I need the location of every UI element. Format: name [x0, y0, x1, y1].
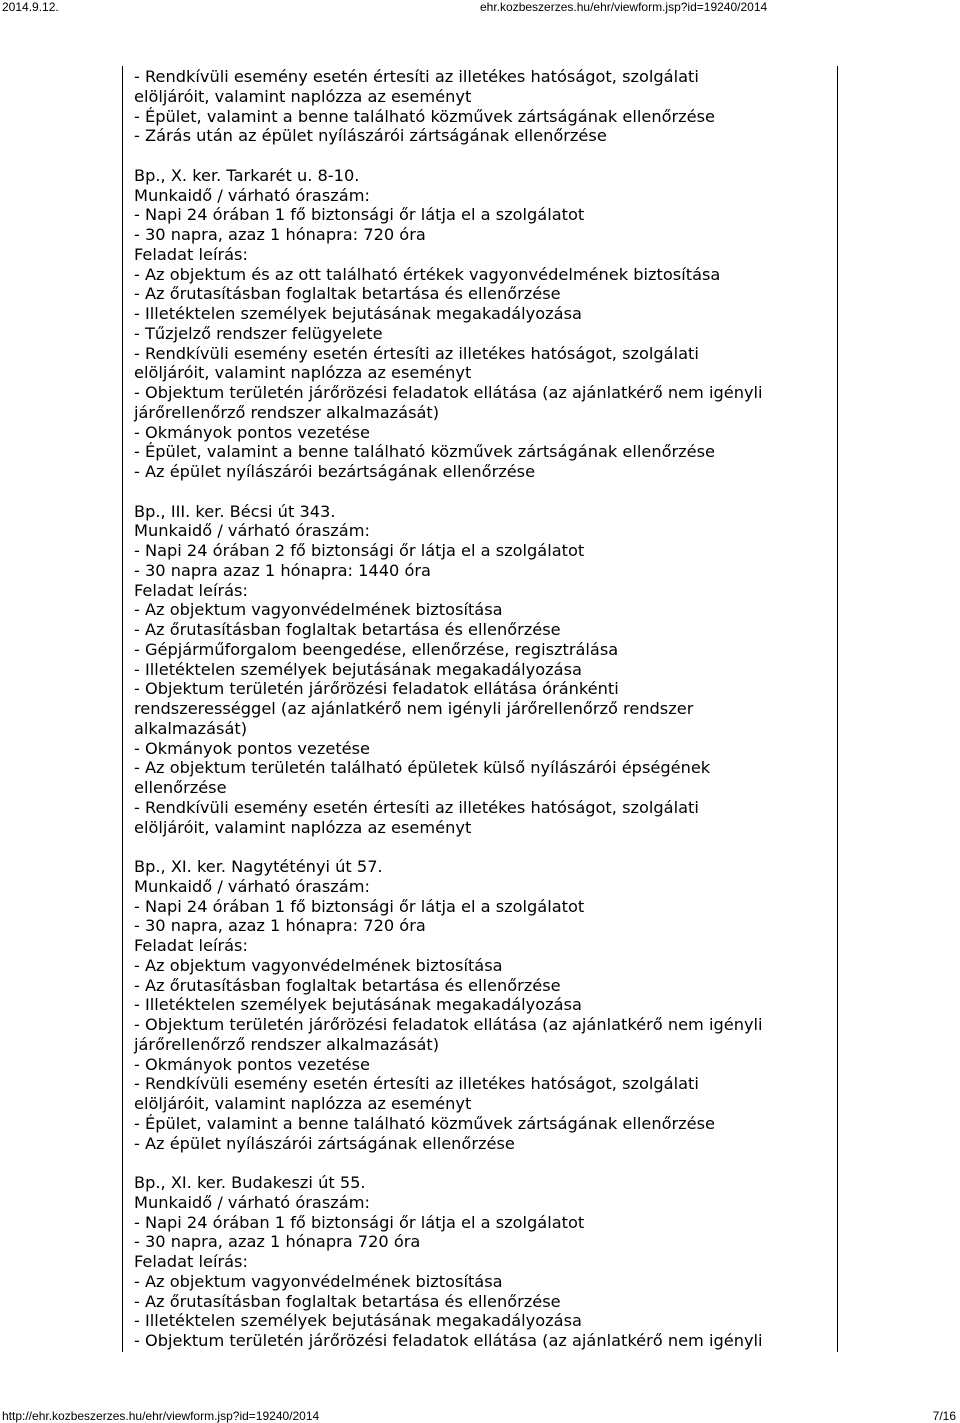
document-body — [134, 67, 834, 1351]
text-line: - Objektum területén járőrözési feladatok ellátása óránkénti — [134, 679, 619, 699]
text-line: - Az őrutasításban foglaltak betartása és ellenőrzése — [134, 975, 561, 995]
text-line: - Épület, valamint a benne található közművek zártságának ellenőrzése — [134, 442, 715, 462]
text-line: - Az objektum vagyonvédelmének biztosítása — [134, 600, 503, 620]
text-line: - Rendkívüli esemény esetén értesíti az illetékes hatóságot, szolgálati — [134, 67, 699, 86]
text-line: - Az objektum vagyonvédelmének biztosítása — [134, 1271, 503, 1291]
text-line: - Rendkívüli esemény esetén értesíti az illetékes hatóságot, szolgálati — [134, 797, 699, 817]
text-line: - Gépjárműforgalom beengedése, ellenőrzése, regisztrálása — [134, 639, 619, 659]
text-line: - Napi 24 órában 1 fő biztonsági őr látja el a szolgálatot — [134, 896, 585, 916]
text-line: - Illetéktelen személyek bejutásának megakadályozása — [134, 1311, 582, 1331]
print-header-url: ehr.kozbeszerzes.hu/ehr/viewform.jsp?id=19240/2014 — [480, 0, 768, 14]
text-line: Munkaidő / várható óraszám: — [134, 1192, 370, 1212]
text-line: elöljáróit, valamint naplózza az eseményt — [134, 1094, 472, 1113]
text-line: - Az objektum vagyonvédelmének biztosítása — [134, 955, 503, 975]
text-line: - Napi 24 órában 1 fő biztonsági őr látja el a szolgálatot — [134, 1212, 585, 1232]
text-line: - 30 napra azaz 1 hónapra: 1440 óra — [134, 560, 431, 580]
text-line: elöljáróit, valamint naplózza az eseményt — [134, 817, 472, 837]
text-line: - Objektum területén járőrözési feladatok ellátása (az ajánlatkérő nem igényli — [134, 1331, 763, 1350]
text-line: - Az épület nyílászárói bezártságának ellenőrzése — [134, 462, 536, 481]
text-line: ellenőrzése — [134, 778, 227, 797]
text-line: - 30 napra, azaz 1 hónapra 720 óra — [134, 1232, 421, 1252]
text-line: Feladat leírás: — [134, 580, 248, 600]
text-line: - 30 napra, azaz 1 hónapra: 720 óra — [134, 916, 426, 936]
text-line: - Tűzjelző rendszer felügyelete — [134, 323, 383, 343]
text-line: Munkaidő / várható óraszám: — [134, 521, 370, 541]
text-line: Munkaidő / várható óraszám: — [134, 185, 370, 205]
text-line: - Illetéktelen személyek bejutásának megakadályozása — [134, 659, 582, 679]
text-line: - Napi 24 órában 2 fő biztonsági őr látja el a szolgálatot — [134, 541, 585, 560]
text-line: - Az objektum és az ott található értékek vagyonvédelmének biztosítása — [134, 264, 721, 284]
print-footer — [0, 1407, 960, 1423]
text-line: - Objektum területén járőrözési feladatok ellátása (az ajánlatkérő nem igényli — [134, 1015, 763, 1034]
text-line: Feladat leírás: — [134, 936, 248, 955]
text-line: - Zárás után az épület nyílászárói zártságának ellenőrzése — [134, 126, 607, 146]
text-line: Bp., III. ker. Bécsi út 343. — [134, 501, 336, 521]
paragraph-gap — [134, 482, 834, 502]
paragraph-gap — [134, 1153, 834, 1173]
text-line: - Rendkívüli esemény esetén értesíti az illetékes hatóságot, szolgálati — [134, 343, 699, 363]
text-line: - Objektum területén járőrözési feladatok ellátása (az ajánlatkérő nem igényli — [134, 383, 763, 402]
print-header — [0, 0, 960, 16]
text-line: járőrellenőrző rendszer alkalmazását) — [134, 1034, 440, 1054]
text-line: - 30 napra, azaz 1 hónapra: 720 óra — [134, 225, 426, 244]
text-line: Munkaidő / várható óraszám: — [134, 876, 370, 896]
text-line: - Napi 24 órában 1 fő biztonsági őr látja el a szolgálatot — [134, 205, 585, 225]
print-footer-url: http://ehr.kozbeszerzes.hu/ehr/viewform.jsp?id=19240/2014 — [2, 1409, 320, 1423]
print-date: 2014.9.12. — [2, 0, 59, 14]
text-line: - Illetéktelen személyek bejutásának megakadályozása — [134, 995, 582, 1015]
text-line: - Épület, valamint a benne található közművek zártságának ellenőrzése — [134, 106, 715, 126]
text-line: - Az őrutasításban foglaltak betartása és ellenőrzése — [134, 1291, 561, 1311]
text-line: - Illetéktelen személyek bejutásának megakadályozása — [134, 304, 582, 323]
text-line: - Az őrutasításban foglaltak betartása és ellenőrzése — [134, 284, 561, 304]
text-line: - Az objektum területén található épületek külső nyílászárói épségének — [134, 758, 711, 778]
text-line: Bp., X. ker. Tarkarét u. 8-10. — [134, 165, 360, 185]
text-line: elöljáróit, valamint naplózza az eseményt — [134, 363, 472, 383]
text-line: - Okmányok pontos vezetése — [134, 1054, 371, 1074]
text-line: járőrellenőrző rendszer alkalmazását) — [134, 402, 440, 422]
paragraph-gap — [134, 146, 834, 166]
page-number: 7/16 — [932, 1409, 956, 1423]
paragraph-gap — [134, 837, 834, 857]
text-line: Feladat leírás: — [134, 1252, 248, 1271]
text-line: - Az őrutasításban foglaltak betartása és ellenőrzése — [134, 620, 561, 639]
text-line: - Okmányok pontos vezetése — [134, 422, 371, 442]
text-line: - Az épület nyílászárói zártságának ellenőrzése — [134, 1133, 515, 1153]
text-line: - Okmányok pontos vezetése — [134, 738, 371, 758]
text-line: alkalmazását) — [134, 718, 248, 738]
text-line: elöljáróit, valamint naplózza az eseményt — [134, 86, 472, 106]
text-line: Feladat leírás: — [134, 244, 248, 264]
text-line: rendszerességgel (az ajánlatkérő nem igényli járőrellenőrző rendszer — [134, 699, 694, 718]
text-line: Bp., XI. ker. Nagytétényi út 57. — [134, 857, 383, 876]
text-line: - Épület, valamint a benne található közművek zártságának ellenőrzése — [134, 1113, 715, 1133]
text-line: - Rendkívüli esemény esetén értesíti az illetékes hatóságot, szolgálati — [134, 1074, 699, 1094]
text-line: Bp., XI. ker. Budakeszi út 55. — [134, 1173, 366, 1192]
